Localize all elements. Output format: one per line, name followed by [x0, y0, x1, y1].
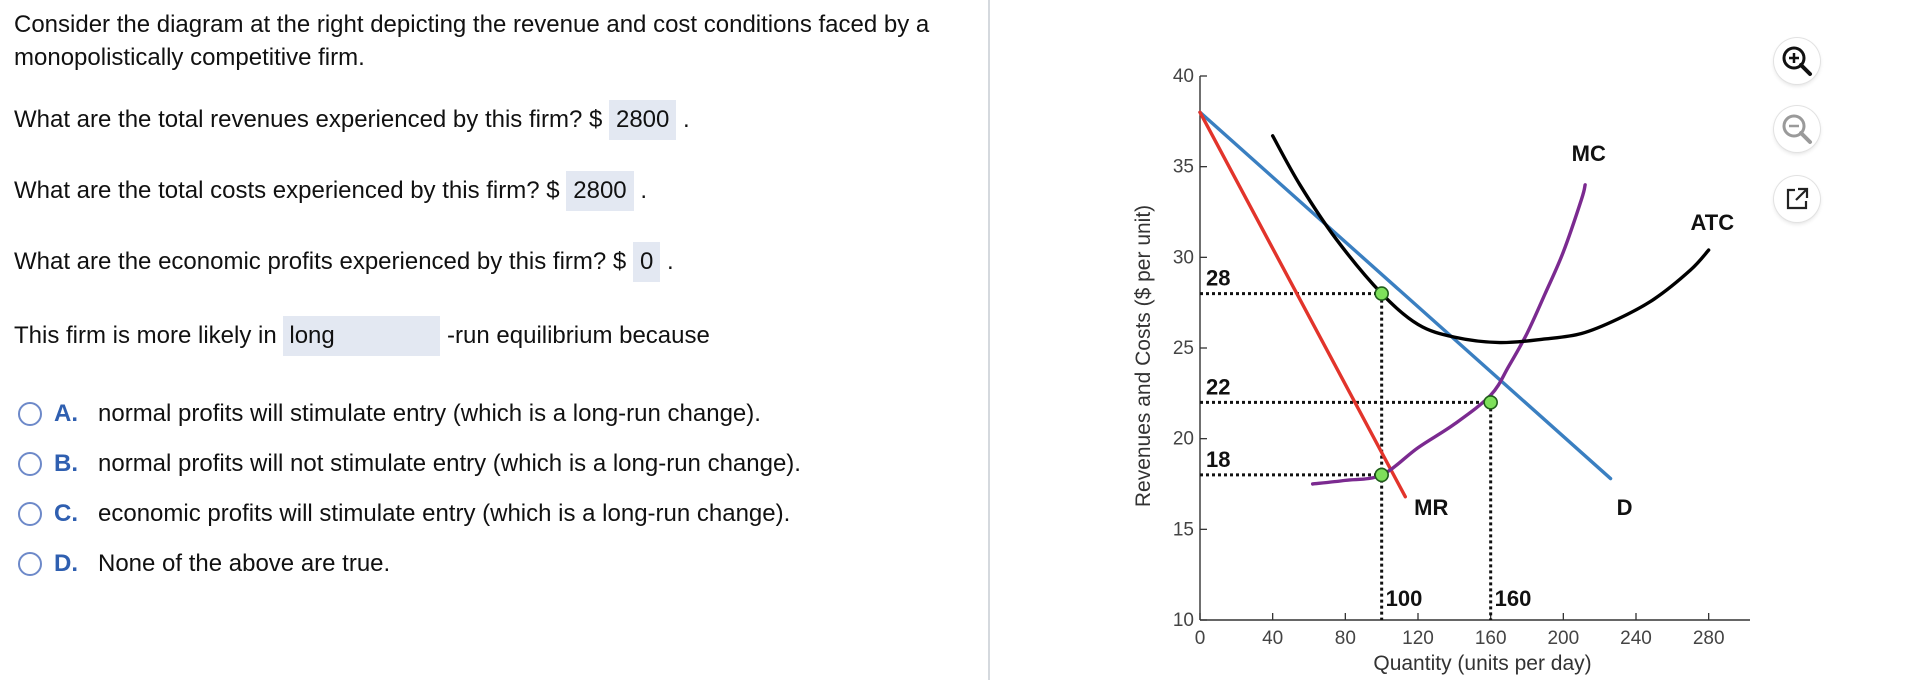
equilibrium-point: [1375, 468, 1388, 481]
price-label: 18: [1206, 446, 1231, 472]
x-axis-label: Quantity (units per day): [1373, 652, 1592, 675]
y-axis-label: Revenues and Costs ($ per unit): [1132, 204, 1155, 508]
option-b[interactable]: [18, 447, 801, 481]
x-tick-label: 240: [1620, 628, 1652, 649]
option-letter: C.: [54, 500, 78, 527]
option-c[interactable]: [18, 497, 790, 531]
run-type-dropdown[interactable]: long: [283, 316, 440, 356]
period: .: [666, 248, 674, 275]
radio-a[interactable]: [18, 402, 42, 426]
x-tick-label: 40: [1262, 628, 1284, 649]
question-text: What are the total revenues experienced by this firm? $: [14, 106, 603, 133]
chart-panel: [990, 0, 1922, 680]
radio-c[interactable]: [18, 502, 42, 526]
option-letter: A.: [54, 400, 78, 427]
question-intro: Consider the diagram at the right depicting the revenue and cost conditions faced by a monopolistically competitive firm.: [14, 11, 930, 71]
total-cost-answer[interactable]: 2800: [566, 171, 633, 211]
price-label: 28: [1206, 265, 1231, 291]
quantity-label: 100: [1385, 586, 1423, 611]
x-tick-label: 80: [1334, 628, 1356, 649]
option-text: normal profits will stimulate entry (which is a long-run change).: [98, 400, 761, 427]
zoom-out-button[interactable]: [1774, 106, 1820, 152]
option-d[interactable]: [18, 547, 390, 581]
option-text: None of the above are true.: [98, 550, 391, 577]
zoom-in-icon: [1774, 38, 1820, 84]
popout-button[interactable]: [1774, 176, 1820, 222]
radio-d[interactable]: [18, 552, 42, 576]
y-tick-label: 25: [1172, 338, 1194, 359]
economic-profit-answer[interactable]: 0: [633, 242, 660, 282]
option-a[interactable]: [18, 397, 761, 431]
mr-label: MR: [1414, 495, 1449, 521]
x-tick-label: 200: [1547, 628, 1580, 649]
question-text: What are the economic profits experienced by this firm? $: [14, 248, 627, 275]
curve-mr: [1200, 112, 1405, 496]
question-total-revenue: [14, 100, 690, 140]
price-label: 22: [1206, 374, 1231, 400]
d-label: D: [1616, 495, 1633, 521]
zoom-in-button[interactable]: [1774, 38, 1820, 84]
x-tick-label: 120: [1402, 628, 1434, 649]
equilibrium-point: [1484, 396, 1497, 409]
external-link-icon: [1774, 176, 1820, 222]
radio-b[interactable]: [18, 452, 42, 476]
period: .: [683, 106, 690, 133]
curve-atc: [1273, 136, 1709, 343]
x-tick-label: 0: [1194, 628, 1206, 649]
chart: [990, 0, 1922, 680]
quantity-label: 160: [1494, 586, 1532, 611]
question-text: This firm is more likely in: [14, 322, 277, 349]
question-text-suffix: -run equilibrium because: [447, 322, 710, 349]
y-tick-label: 10: [1172, 610, 1194, 631]
x-tick-label: 160: [1474, 628, 1507, 649]
option-text: economic profits will stimulate entry (which is a long-run change).: [98, 500, 791, 527]
option-letter: B.: [54, 450, 78, 477]
question-total-cost: [14, 171, 647, 211]
y-tick-label: 35: [1172, 156, 1194, 178]
question-economic-profit: [14, 242, 674, 282]
mc-label: MC: [1571, 141, 1606, 167]
y-tick-label: 40: [1172, 66, 1194, 87]
question-equilibrium: [14, 316, 710, 356]
x-tick-label: 280: [1692, 628, 1725, 649]
option-letter: D.: [54, 550, 78, 577]
total-revenue-answer[interactable]: 2800: [609, 100, 676, 140]
zoom-out-icon: [1774, 106, 1820, 152]
period: .: [640, 177, 647, 204]
y-tick-label: 30: [1172, 247, 1194, 269]
y-tick-label: 20: [1172, 428, 1194, 450]
atc-label: ATC: [1690, 210, 1735, 236]
option-text: normal profits will not stimulate entry (which is a long-run change).: [98, 450, 801, 477]
equilibrium-point: [1375, 287, 1388, 300]
curve-d: [1200, 112, 1611, 478]
y-tick-label: 15: [1172, 519, 1194, 541]
question-text: What are the total costs experienced by this firm? $: [14, 177, 560, 204]
